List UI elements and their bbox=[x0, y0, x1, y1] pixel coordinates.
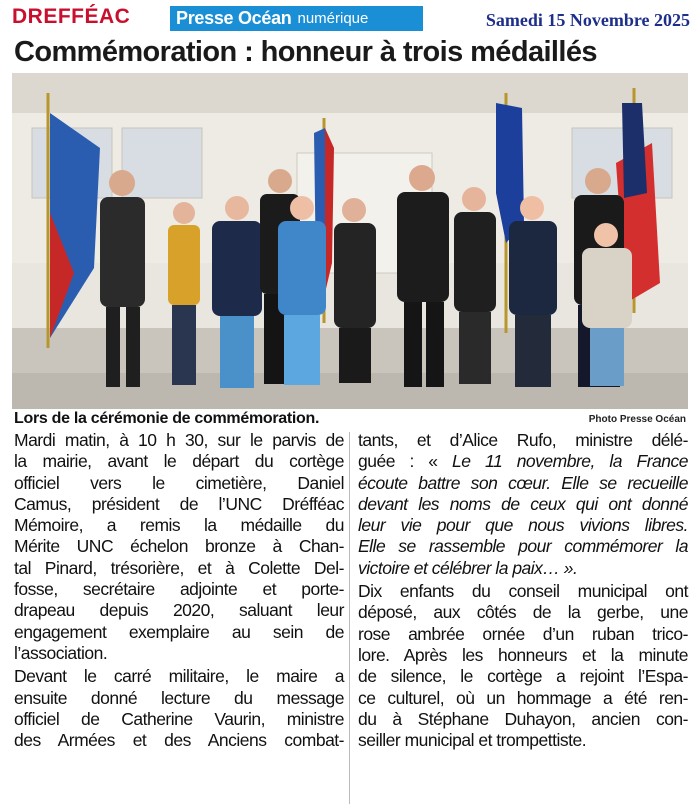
text-line: des Armées et des Anciens combat- bbox=[14, 730, 344, 751]
text-line: Mémoire, a remis la médaille du bbox=[14, 515, 344, 536]
column-divider bbox=[349, 432, 350, 804]
article-photo bbox=[12, 73, 688, 409]
article-column-right bbox=[358, 430, 688, 753]
town-name: DREFFÉAC bbox=[12, 5, 131, 28]
text-line: drapeau depuis 2020, saluant leur bbox=[14, 600, 344, 621]
text-line bbox=[358, 451, 688, 472]
paragraph bbox=[14, 430, 344, 664]
text-line: Devant le carré militaire, le maire a bbox=[14, 666, 344, 687]
quote-line: écoute battre son cœur. Elle se recueille bbox=[358, 472, 688, 493]
text-line: seiller municipal et trompettiste. bbox=[358, 730, 587, 751]
article-headline: Commémoration : honneur à trois médaillés bbox=[14, 36, 597, 68]
text-line: Dix enfants du conseil municipal ont bbox=[358, 581, 688, 602]
paragraph bbox=[358, 581, 688, 751]
text-line: Camus, président de l’UNC Dréfféac bbox=[14, 493, 344, 514]
quote-line: Elle se rassemble pour commémorer la bbox=[358, 536, 688, 557]
brand-main: Presse Océan bbox=[176, 8, 292, 28]
text-line: ce culturel, où un hommage a été ren- bbox=[358, 687, 688, 708]
publication-date: Samedi 15 Novembre 2025 bbox=[485, 10, 690, 30]
photo-caption: Lors de la cérémonie de commémoration. bbox=[14, 410, 320, 427]
text-line: lore. Après les honneurs et la minute bbox=[358, 644, 688, 665]
text-line: du à Stéphane Duhayon, ancien con- bbox=[358, 708, 688, 729]
text-line: fosse, secrétaire adjointe et porte- bbox=[14, 579, 344, 600]
text-line: la mairie, avant le départ du cortège bbox=[14, 451, 344, 472]
text-line: ensuite donné lecture du message bbox=[14, 687, 344, 708]
quote-line: devant les noms de ceux qui ont donné bbox=[358, 493, 688, 514]
text-line: officiel vers le cimetière, Daniel bbox=[14, 472, 344, 493]
article-column-left bbox=[14, 430, 344, 753]
text-line: engagement exemplaire au sein de bbox=[14, 621, 344, 642]
photo-credit: Photo Presse Océan bbox=[588, 414, 686, 425]
text-line: déposé, aux côtés de la gerbe, une bbox=[358, 602, 688, 623]
masthead bbox=[0, 0, 700, 38]
text-line: Mardi matin, à 10 h 30, sur le parvis de bbox=[14, 430, 344, 450]
text-line: Mérite UNC échelon bronze à Chan- bbox=[14, 536, 344, 557]
text-line: tal Pinard, trésorière, et à Colette Del- bbox=[14, 557, 344, 578]
paragraph bbox=[14, 666, 344, 751]
quote-line: victoire et célébrer la paix… ». bbox=[358, 557, 578, 578]
newspaper-brand[interactable] bbox=[170, 6, 423, 31]
text-line: officiel de Catherine Vaurin, ministre bbox=[14, 708, 344, 729]
text-line: rose ambrée ornée d’un ruban trico- bbox=[358, 623, 688, 644]
brand-sub: numérique bbox=[297, 10, 369, 27]
quote-open: guée : « bbox=[358, 451, 453, 472]
quote-line: leur vie pour que nous vivions libres. bbox=[358, 515, 688, 536]
paragraph bbox=[358, 430, 688, 579]
quote-text: Le 11 novembre, la France bbox=[452, 451, 688, 472]
text-line: tants, et d’Alice Rufo, ministre délé- bbox=[358, 430, 688, 450]
text-line: l’association. bbox=[14, 642, 108, 663]
text-line: de silence, le cortège a rejoint l’Espa- bbox=[358, 666, 688, 687]
ceremony-photo-illustration bbox=[12, 73, 688, 409]
